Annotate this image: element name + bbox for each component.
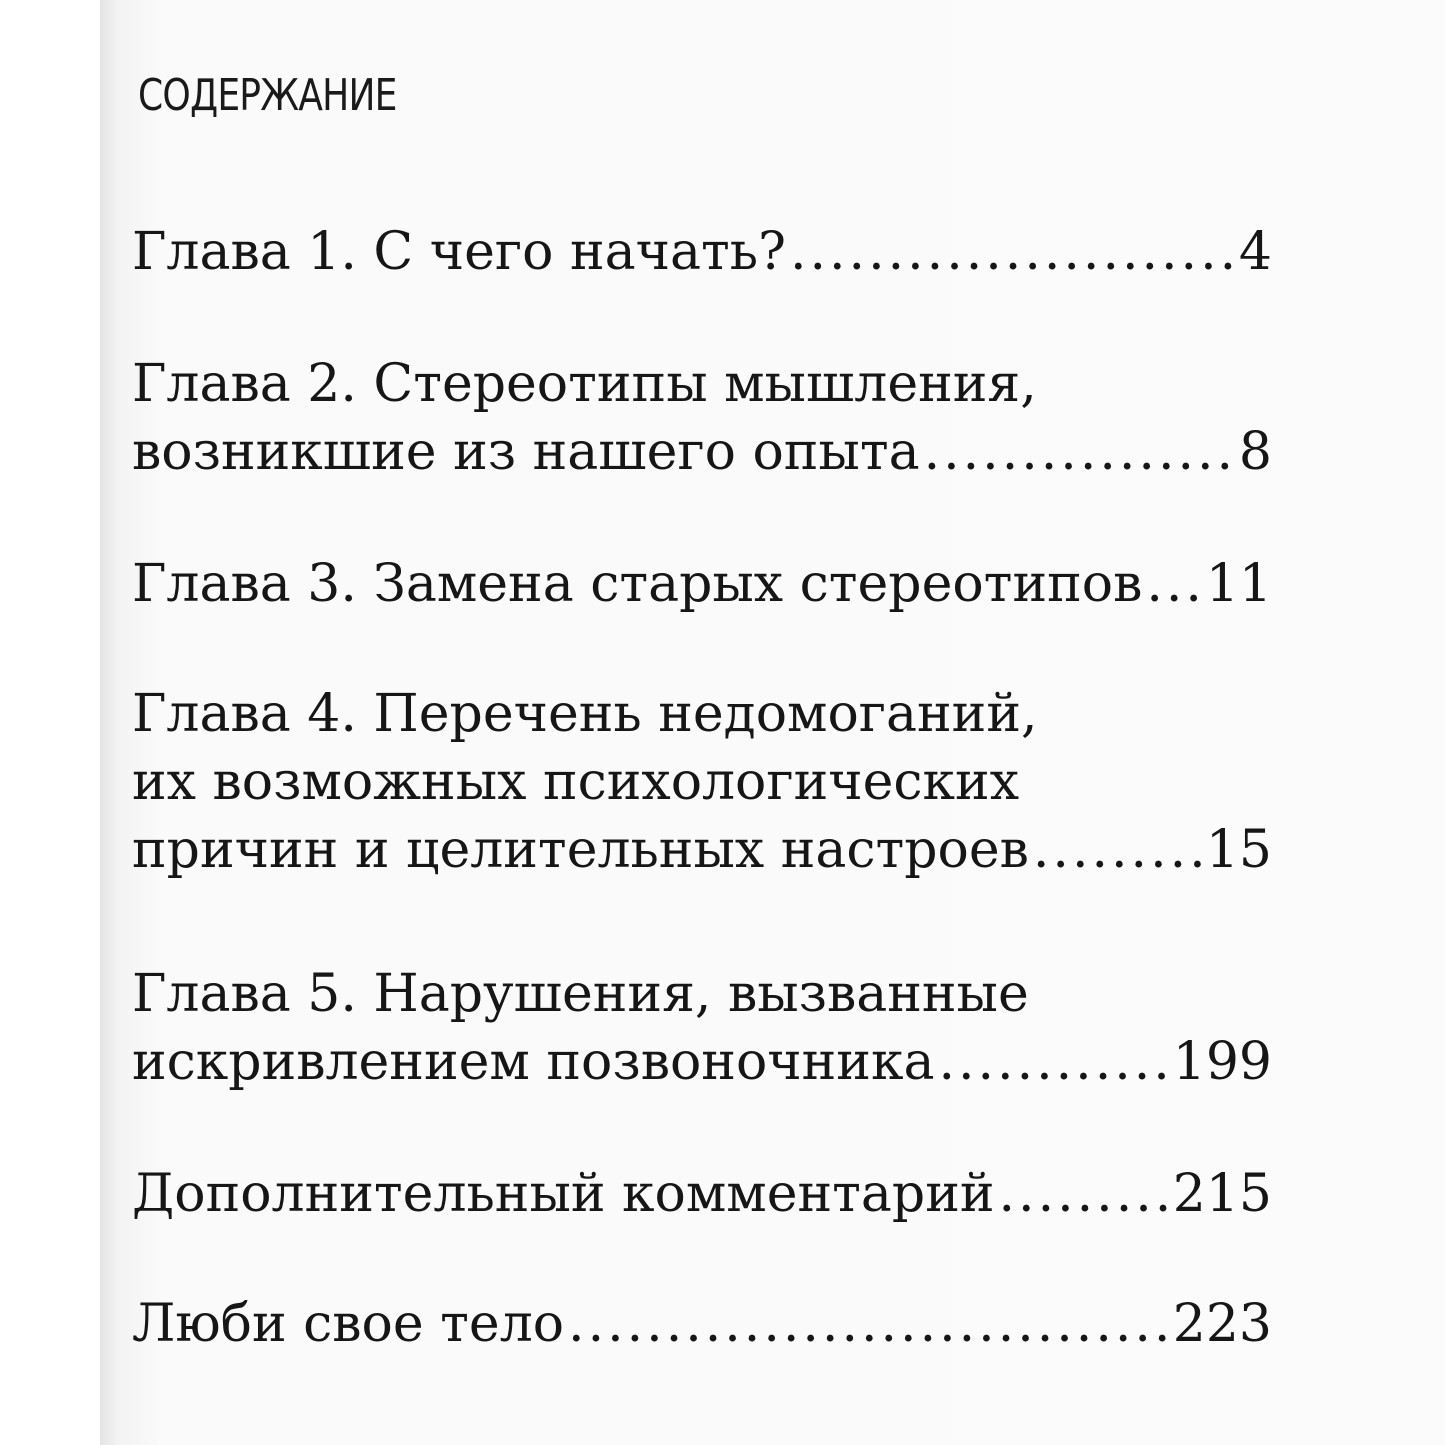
toc-entry-line — [132, 1028, 1272, 1096]
toc-entry-chapter-1 — [132, 218, 1272, 286]
page-title: СОДЕРЖАНИЕ — [138, 70, 397, 121]
toc-entry-line — [132, 218, 1272, 286]
toc-entry-title-line: Глава 4. Перечень недомоганий, — [132, 684, 1038, 744]
toc-entry-title-line: Глава 2. Стереотипы мышления, — [132, 354, 1037, 414]
toc-page-number: 15 — [1205, 820, 1272, 880]
toc-leader-dots — [1033, 816, 1202, 884]
toc-entry-title: искривлением позвоночника — [132, 1032, 935, 1092]
toc-leader-dots — [790, 218, 1235, 286]
toc-page-number: 215 — [1172, 1164, 1272, 1224]
toc-entry-chapter-5 — [132, 960, 1272, 1096]
toc-entry-line — [132, 1160, 1272, 1228]
toc-leader-dots — [568, 1290, 1169, 1358]
toc-entry-line — [132, 1290, 1272, 1358]
toc-entry-title: Глава 3. Замена старых стереотипов — [132, 554, 1143, 614]
toc-entry-title: Глава 1. С чего начать? — [132, 222, 786, 282]
toc-page-number: 8 — [1238, 422, 1272, 482]
toc-leader-dots — [999, 1160, 1169, 1228]
toc-entry-title-line: Глава 5. Нарушения, вызванные — [132, 964, 1029, 1024]
toc-entry-chapter-4 — [132, 680, 1272, 884]
toc-entry-commentary — [132, 1160, 1272, 1228]
toc-entry-title: возникшие из нашего опыта — [132, 422, 920, 482]
toc-leader-dots — [938, 1028, 1168, 1096]
toc-entry-chapter-2 — [132, 350, 1272, 486]
toc-leader-dots — [924, 418, 1235, 486]
toc-entry-line — [132, 550, 1272, 618]
toc-entry-title-line: их возможных психологических — [132, 752, 1020, 812]
page-margin — [0, 0, 100, 1445]
toc-entry-title: причин и целительных настроев — [132, 820, 1029, 880]
toc-page-number: 199 — [1172, 1032, 1272, 1092]
toc-entry-line — [132, 816, 1272, 884]
toc-entry-line — [132, 418, 1272, 486]
toc-entry-title: Люби свое тело — [132, 1294, 565, 1354]
toc-page-number: 223 — [1172, 1294, 1272, 1354]
toc-entry-chapter-3 — [132, 550, 1272, 618]
toc-leader-dots — [1146, 550, 1201, 618]
toc-entry-love-your-body — [132, 1290, 1272, 1358]
toc-page-number: 4 — [1238, 222, 1272, 282]
toc-page-number: 11 — [1205, 554, 1272, 614]
toc-entry-title: Дополнительный комментарий — [132, 1164, 995, 1224]
